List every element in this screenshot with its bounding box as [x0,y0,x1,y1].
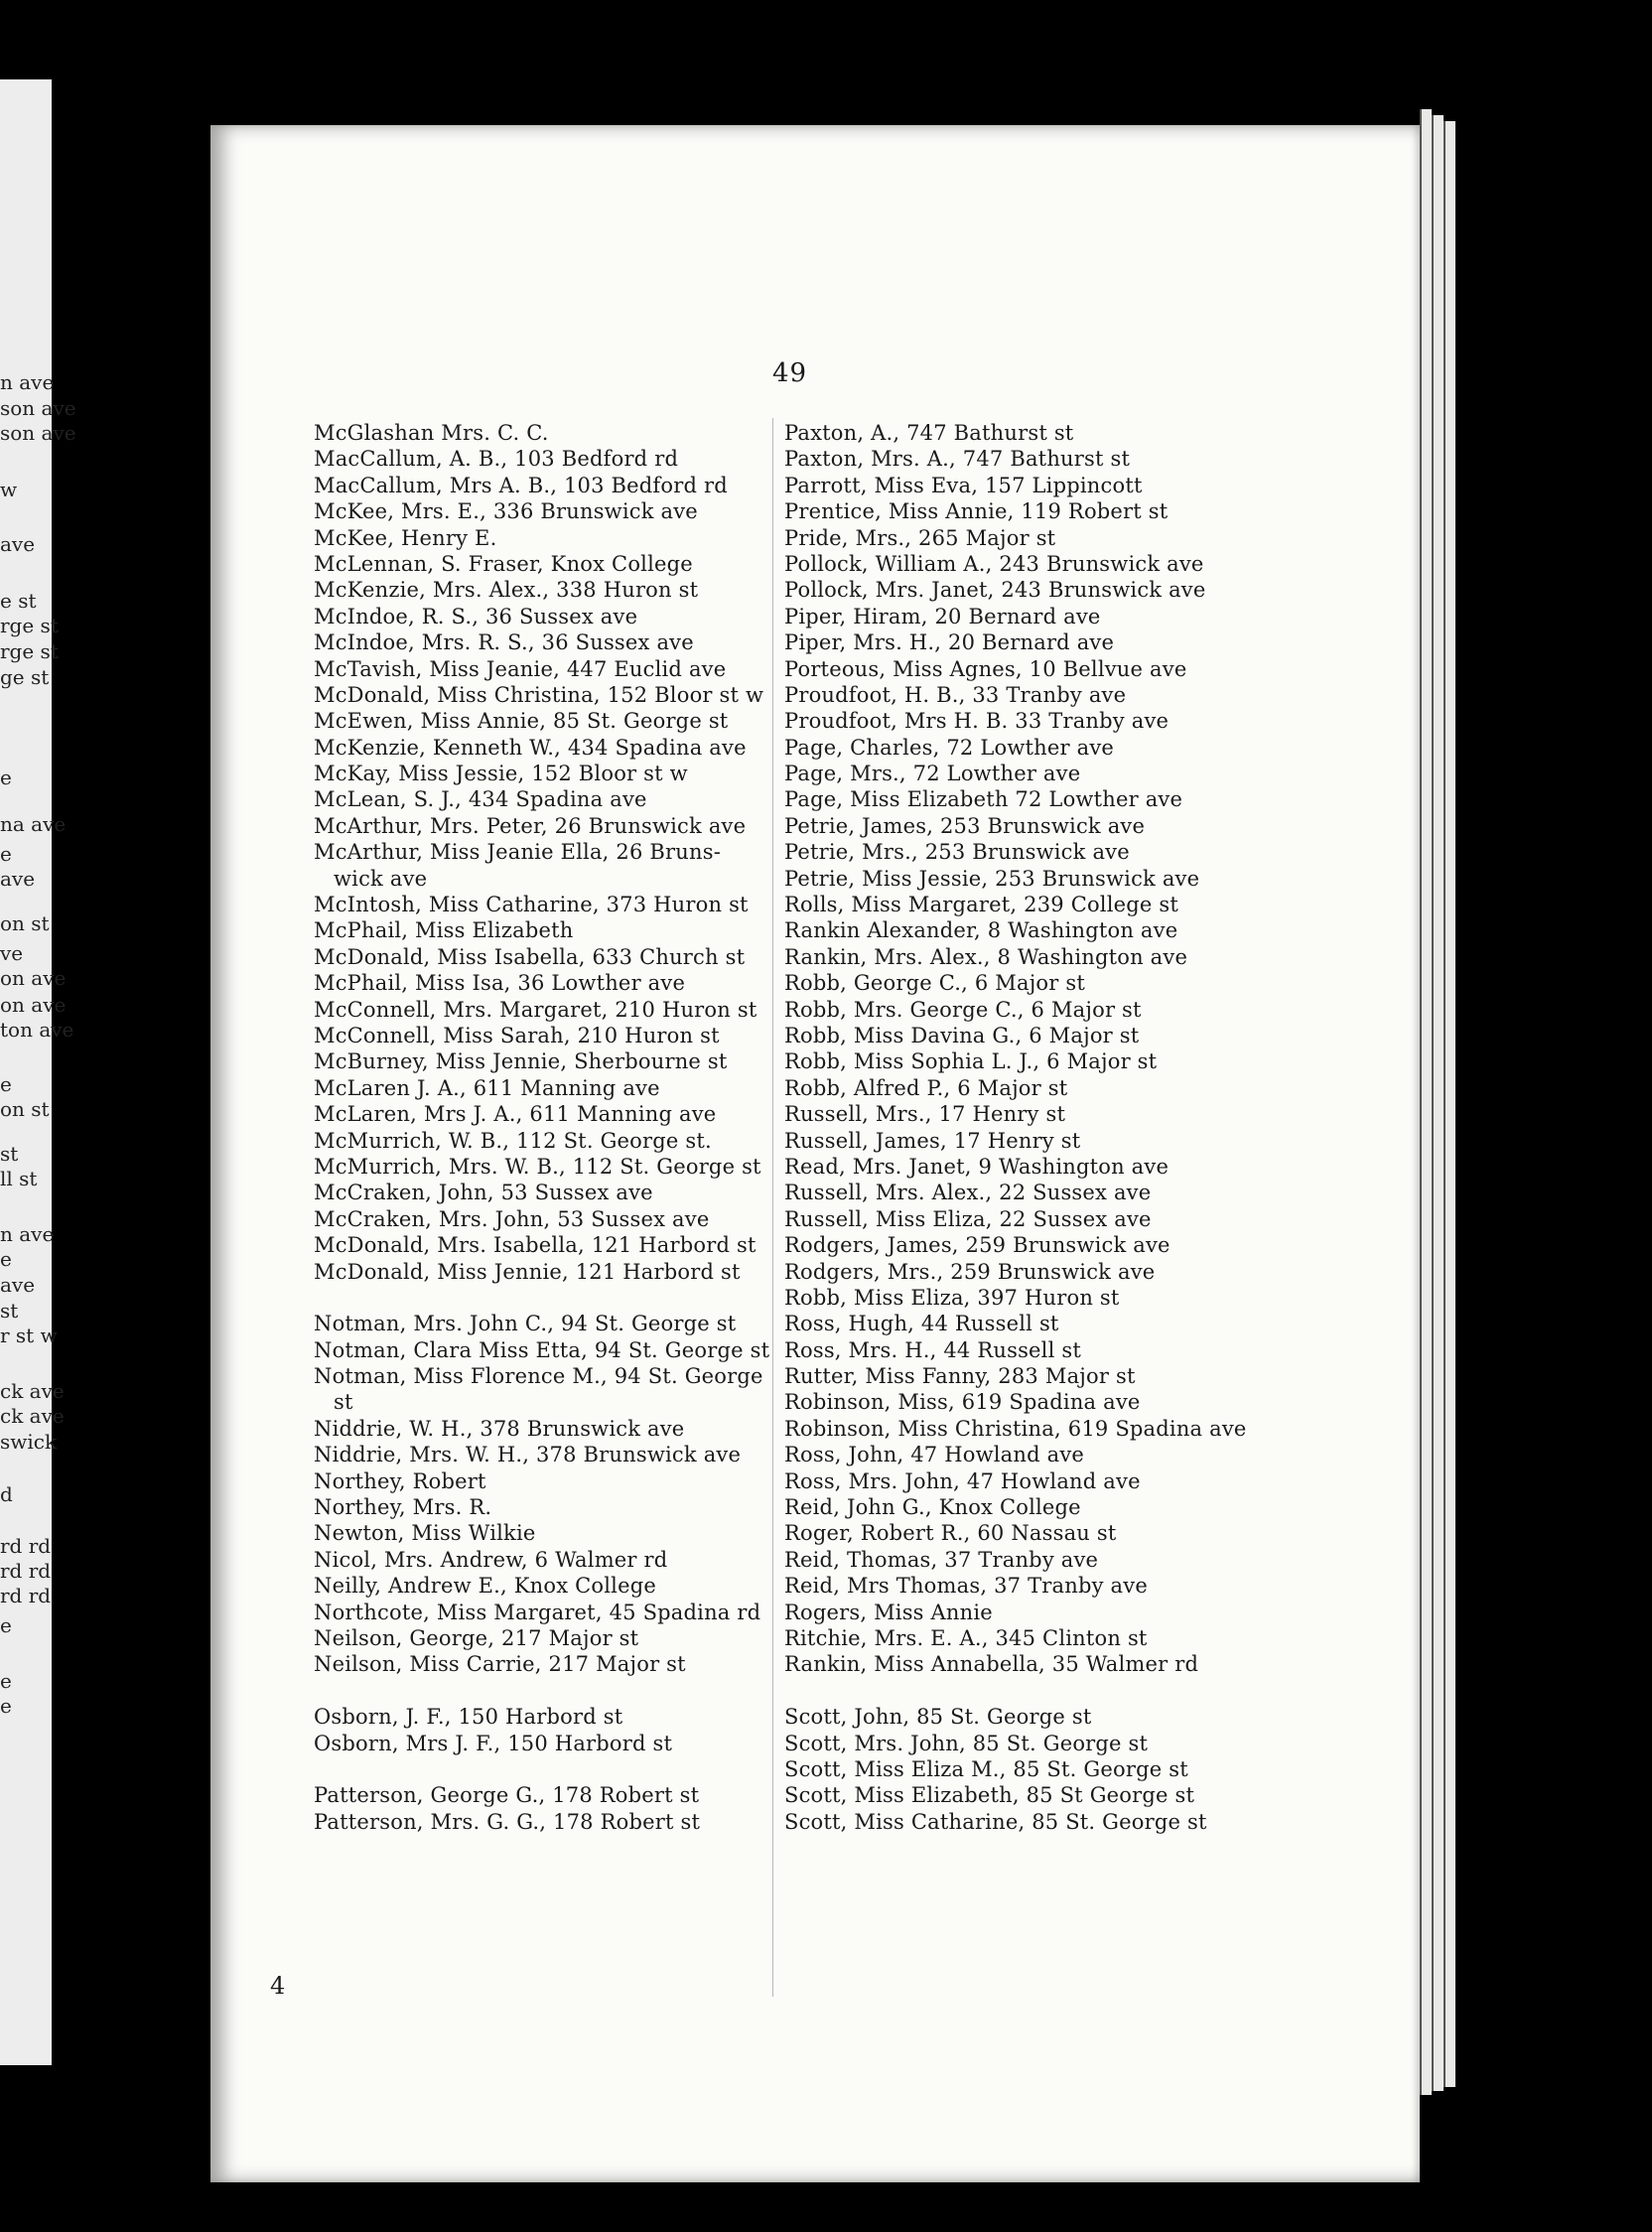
signature-mark: 4 [270,1972,286,2000]
directory-page [210,125,1420,2182]
previous-page-text: rge st [0,639,59,663]
directory-entry: Rodgers, Mrs., 259 Brunswick ave [784,1259,1156,1284]
directory-entry: Osborn, Mrs J. F., 150 Harbord st [314,1731,673,1755]
previous-page-text: on st [0,911,50,935]
directory-entry: Rutter, Miss Fanny, 283 Major st [784,1364,1136,1389]
directory-entry: Page, Mrs., 72 Lowther ave [784,762,1081,786]
previous-page-text: son ave [0,396,76,420]
previous-page-text: rge st [0,614,59,637]
previous-page-text: e [0,766,12,789]
directory-entry: Northey, Robert [314,1468,486,1493]
directory-entry: Petrie, James, 253 Brunswick ave [784,813,1146,838]
directory-entry: Scott, Miss Catharine, 85 St. George st [784,1809,1207,1834]
directory-entry: Notman, Mrs. John C., 94 St. George st [314,1312,737,1336]
directory-entry: Petrie, Miss Jessie, 253 Brunswick ave [784,866,1200,891]
directory-entry: Rogers, Miss Annie [784,1600,993,1624]
directory-entry: Patterson, Mrs. G. G., 178 Robert st [314,1809,701,1834]
directory-entry: Neilson, Miss Carrie, 217 Major st [314,1652,686,1677]
directory-entry: Notman, Clara Miss Etta, 94 St. George st [314,1337,770,1362]
directory-entry: Parrott, Miss Eva, 157 Lippincott [784,473,1143,497]
previous-page-text: ave [0,867,36,891]
previous-page-text: e [0,1613,12,1637]
directory-entry: Pollock, Mrs. Janet, 243 Brunswick ave [784,578,1206,603]
previous-page-text: na ave [0,812,67,836]
directory-entry: McIndoe, R. S., 36 Sussex ave [314,604,638,628]
directory-entry: Ross, John, 47 Howland ave [784,1443,1085,1467]
directory-entry: McDonald, Mrs. Isabella, 121 Harbord st [314,1233,757,1258]
previous-page-text: e [0,1669,12,1693]
previous-page-text: ck ave [0,1379,65,1403]
directory-entry: McPhail, Miss Isa, 36 Lowther ave [314,971,686,996]
directory-entry: Pride, Mrs., 265 Major st [784,525,1056,550]
directory-entry: McLaren, Mrs J. A., 611 Manning ave [314,1102,717,1127]
directory-entry: Ritchie, Mrs. E. A., 345 Clinton st [784,1625,1148,1650]
directory-entry: Robb, Miss Davina G., 6 Major st [784,1023,1140,1047]
directory-entry: Neilson, George, 217 Major st [314,1625,639,1650]
directory-entry: Robinson, Miss, 619 Spadina ave [784,1390,1141,1415]
directory-entry: Scott, Mrs. John, 85 St. George st [784,1731,1149,1755]
previous-page-text: ton ave [0,1018,74,1042]
previous-page-text: ve [0,941,24,965]
previous-page-text: ge st [0,665,50,689]
directory-entry: Page, Miss Elizabeth 72 Lowther ave [784,787,1183,812]
directory-entry: Ross, Mrs. John, 47 Howland ave [784,1468,1141,1493]
directory-entry: Rodgers, James, 259 Brunswick ave [784,1233,1170,1258]
directory-entry: McIntosh, Miss Catharine, 373 Huron st [314,893,749,917]
previous-page-text: d [0,1482,13,1506]
directory-entry: McKenzie, Kenneth W., 434 Spadina ave [314,735,747,760]
directory-entry: Russell, James, 17 Henry st [784,1128,1081,1153]
directory-entry: Proudfoot, Mrs H. B. 33 Tranby ave [784,709,1170,734]
directory-entry: Prentice, Miss Annie, 119 Robert st [784,499,1169,524]
directory-entry: Pollock, William A., 243 Brunswick ave [784,551,1204,576]
previous-page-text: st [0,1299,19,1323]
previous-page-text: son ave [0,421,76,445]
directory-entry: Scott, Miss Eliza M., 85 St. George st [784,1756,1188,1781]
directory-entry: Northcote, Miss Margaret, 45 Spadina rd [314,1600,761,1624]
directory-entry: McCraken, John, 53 Sussex ave [314,1181,653,1205]
directory-entry: Rolls, Miss Margaret, 239 College st [784,893,1179,917]
previous-page-text: n ave [0,370,55,394]
directory-entry: Russell, Miss Eliza, 22 Sussex ave [784,1206,1152,1231]
directory-entry: Robb, George C., 6 Major st [784,971,1086,996]
directory-entry: Nicol, Mrs. Andrew, 6 Walmer rd [314,1547,668,1572]
page-edge [1420,109,1432,2095]
directory-entry: Russell, Mrs., 17 Henry st [784,1102,1066,1127]
directory-entry: Patterson, George G., 178 Robert st [314,1783,700,1808]
directory-entry: Robinson, Miss Christina, 619 Spadina ave [784,1416,1247,1441]
directory-entry: Robb, Miss Sophia L. J., 6 Major st [784,1049,1158,1074]
previous-page-text: st [0,1142,19,1166]
previous-page-text: e [0,1072,12,1096]
directory-entry: Paxton, A., 747 Bathurst st [784,421,1074,445]
directory-entry: Scott, Miss Elizabeth, 85 St George st [784,1783,1195,1808]
directory-entry: McLennan, S. Fraser, Knox College [314,551,693,576]
previous-page-text: swick [0,1430,58,1454]
previous-page-text: rd rd [0,1584,52,1607]
directory-entry: McDonald, Miss Christina, 152 Bloor st w [314,682,764,707]
previous-page-text: e [0,842,12,866]
directory-entry: Robb, Alfred P., 6 Major st [784,1075,1068,1100]
previous-page-text: ck ave [0,1404,65,1428]
previous-page-text: rd rd [0,1534,52,1558]
page-number: 49 [772,358,808,388]
directory-entry: Northey, Mrs. R. [314,1495,492,1520]
directory-entry: Page, Charles, 72 Lowther ave [784,735,1115,760]
directory-entry: McMurrich, W. B., 112 St. George st. [314,1128,712,1153]
directory-entry: McKay, Miss Jessie, 152 Bloor st w [314,762,688,786]
directory-entry: Notman, Miss Florence M., 94 St. George [314,1364,763,1389]
directory-entry: Reid, Thomas, 37 Tranby ave [784,1547,1099,1572]
directory-entry: McCraken, Mrs. John, 53 Sussex ave [314,1206,710,1231]
previous-page-text: on st [0,1097,50,1121]
previous-page-text: ave [0,532,36,556]
previous-page-text: r st w [0,1324,58,1347]
directory-entry: Osborn, J. F., 150 Harbord st [314,1705,623,1730]
directory-entry: Newton, Miss Wilkie [314,1521,536,1546]
right-column [784,420,1410,1835]
directory-entry: McEwen, Miss Annie, 85 St. George st [314,709,729,734]
directory-entry: McArthur, Mrs. Peter, 26 Brunswick ave [314,813,747,838]
directory-entry: McConnell, Miss Sarah, 210 Huron st [314,1023,720,1047]
directory-entry: st [334,1390,353,1415]
directory-entry: McBurney, Miss Jennie, Sherbourne st [314,1049,728,1074]
directory-entry: McDonald, Miss Jennie, 121 Harbord st [314,1259,741,1284]
directory-entry: Rankin Alexander, 8 Washington ave [784,918,1178,943]
directory-entry: MacCallum, Mrs A. B., 103 Bedford rd [314,473,728,497]
directory-entry: McConnell, Mrs. Margaret, 210 Huron st [314,997,757,1022]
previous-page-text: ave [0,1273,36,1297]
page-edge [1432,115,1444,2091]
previous-page-text: ll st [0,1167,38,1190]
directory-entry: Russell, Mrs. Alex., 22 Sussex ave [784,1181,1152,1205]
directory-entry: McPhail, Miss Elizabeth [314,918,574,943]
directory-entry: McLaren J. A., 611 Manning ave [314,1075,660,1100]
directory-entry: Robb, Miss Eliza, 397 Huron st [784,1285,1120,1310]
directory-entry: McTavish, Miss Jeanie, 447 Euclid ave [314,656,727,681]
directory-entry: Roger, Robert R., 60 Nassau st [784,1521,1117,1546]
directory-entry: McKee, Mrs. E., 336 Brunswick ave [314,499,698,524]
directory-entry: Neilly, Andrew E., Knox College [314,1574,656,1599]
directory-entry: MacCallum, A. B., 103 Bedford rd [314,447,679,472]
previous-page-text: n ave [0,1222,55,1246]
directory-entry: McIndoe, Mrs. R. S., 36 Sussex ave [314,630,694,655]
previous-page-text: e [0,1694,12,1718]
directory-entry: Reid, Mrs Thomas, 37 Tranby ave [784,1574,1148,1599]
directory-entry: Robb, Mrs. George C., 6 Major st [784,997,1142,1022]
directory-entry: Scott, John, 85 St. George st [784,1705,1092,1730]
section-gap [784,1678,1410,1704]
directory-entry: Rankin, Miss Annabella, 35 Walmer rd [784,1652,1199,1677]
directory-entry: Niddrie, W. H., 378 Brunswick ave [314,1416,685,1441]
directory-entry: Niddrie, Mrs. W. H., 378 Brunswick ave [314,1443,742,1467]
directory-entry: Porteous, Miss Agnes, 10 Bellvue ave [784,656,1187,681]
page-edge [1444,121,1455,2087]
directory-entry: Piper, Mrs. H., 20 Bernard ave [784,630,1115,655]
directory-entry: Rankin, Mrs. Alex., 8 Washington ave [784,944,1188,969]
directory-entry: wick ave [334,866,428,891]
previous-page-text: rd rd [0,1559,52,1583]
previous-page-text: on ave [0,966,67,990]
directory-entry: McKenzie, Mrs. Alex., 338 Huron st [314,578,699,603]
previous-page-text: w [0,478,18,501]
previous-page-fragment [0,79,76,2065]
directory-entry: McLean, S. J., 434 Spadina ave [314,787,647,812]
directory-entry: McGlashan Mrs. C. C. [314,421,549,445]
directory-entry: McDonald, Miss Isabella, 633 Church st [314,944,746,969]
directory-entry: Ross, Hugh, 44 Russell st [784,1312,1059,1336]
directory-entry: McArthur, Miss Jeanie Ella, 26 Bruns- [314,840,722,865]
directory-entry: McMurrich, Mrs. W. B., 112 St. George st [314,1154,761,1179]
directory-entry: McKee, Henry E. [314,525,497,550]
directory-entry: Petrie, Mrs., 253 Brunswick ave [784,840,1130,865]
previous-page-text: e [0,1247,12,1271]
directory-entry: Ross, Mrs. H., 44 Russell st [784,1337,1082,1362]
directory-entry: Reid, John G., Knox College [784,1495,1081,1520]
directory-entry: Read, Mrs. Janet, 9 Washington ave [784,1154,1170,1179]
directory-entry: Piper, Hiram, 20 Bernard ave [784,604,1101,628]
directory-entry: Proudfoot, H. B., 33 Tranby ave [784,682,1127,707]
previous-page-text: e st [0,589,37,613]
previous-page-text: on ave [0,993,67,1017]
directory-entry: Paxton, Mrs. A., 747 Bathurst st [784,447,1131,472]
